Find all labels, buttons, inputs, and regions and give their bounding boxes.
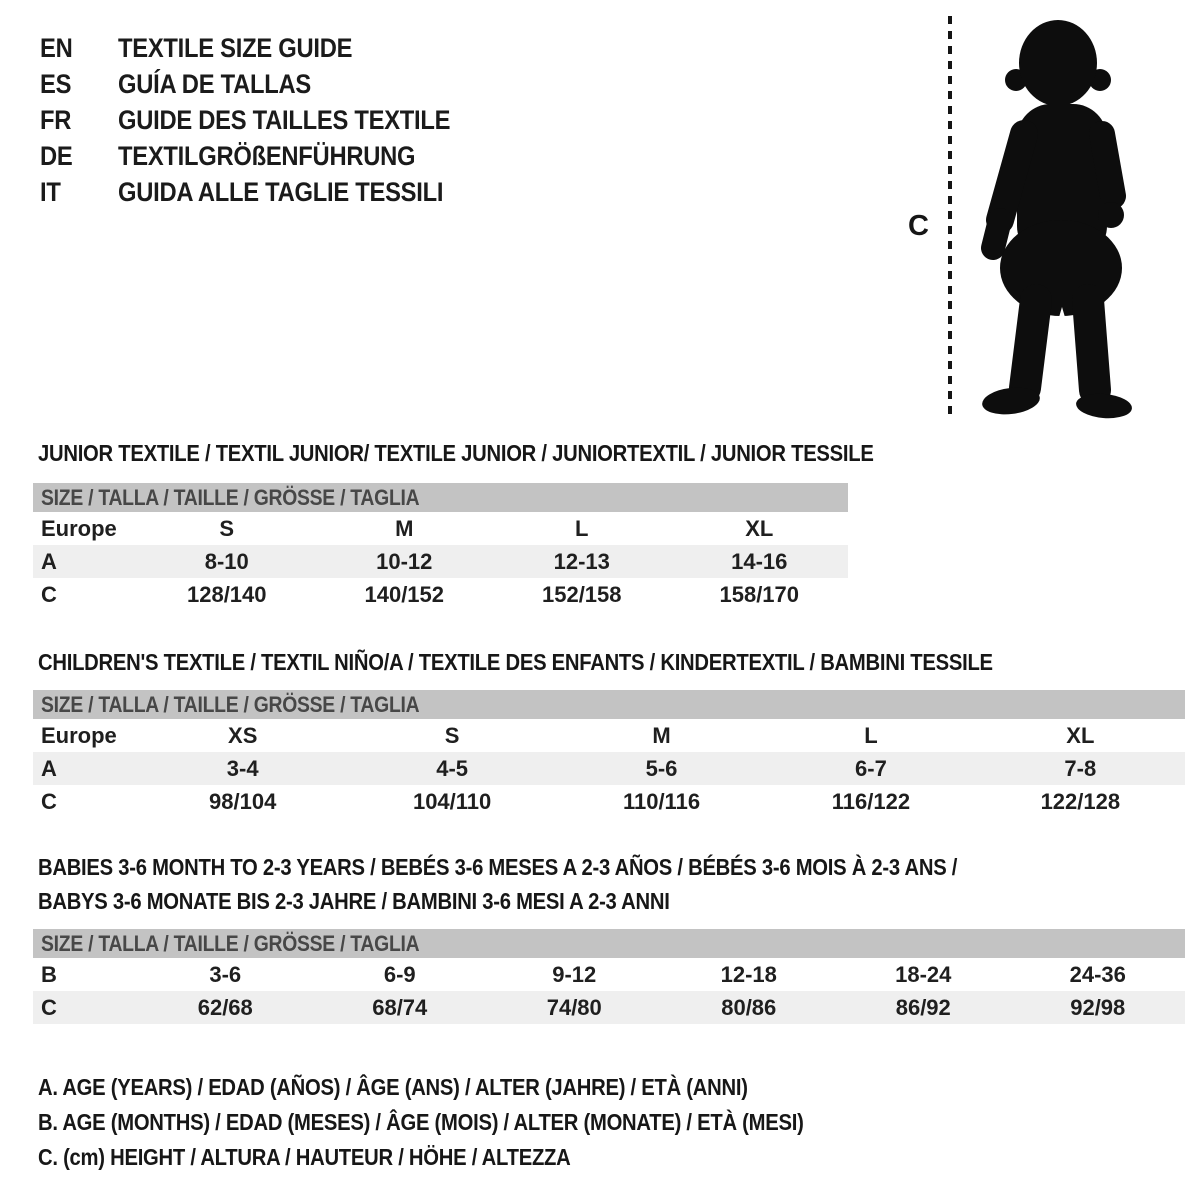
language-code (40, 69, 118, 100)
language-code-text: DE (40, 140, 73, 171)
size-cell: S (219, 515, 235, 541)
language-code (40, 177, 118, 208)
size-header-label: SIZE / TALLA / TAILLE / GRÖSSE / TAGLIA (41, 930, 420, 956)
language-code-text: ES (40, 68, 72, 99)
row-label: Europe (41, 722, 117, 748)
height-cell: 80/86 (721, 994, 777, 1020)
guide-title-text: GUÍA DE TALLAS (118, 68, 311, 99)
guide-title-text: TEXTILE SIZE GUIDE (118, 32, 353, 63)
legend-line-c (38, 1140, 908, 1175)
height-cell: 128/140 (186, 581, 267, 607)
height-cell: 98/104 (209, 788, 277, 814)
row-label: Europe (41, 515, 117, 541)
table-row-europe (33, 719, 1185, 752)
height-cell: 62/68 (197, 994, 253, 1020)
height-cell: 140/152 (364, 581, 445, 607)
height-cell: 152/158 (541, 581, 622, 607)
legend (38, 1070, 908, 1175)
size-cell: L (864, 722, 878, 748)
babies-section-title-line1: BABIES 3-6 MONTH TO 2-3 YEARS / BEBÉS 3-6 MESES A 2-3 AÑOS / BÉBÉS 3-6 MOIS À 2-3 ANS / (38, 854, 958, 880)
guide-title (118, 69, 337, 100)
months-cell: 24-36 (1069, 961, 1126, 987)
table-row-height (33, 578, 848, 611)
guide-title (118, 33, 384, 64)
age-cell: 8-10 (204, 548, 249, 574)
age-cell: 6-7 (855, 755, 887, 781)
months-cell: 9-12 (552, 961, 597, 987)
months-cell: 3-6 (209, 961, 242, 987)
language-title-list (40, 30, 496, 210)
legend-line-b (38, 1105, 908, 1140)
size-header-bar (33, 690, 1185, 719)
guide-title (118, 177, 488, 208)
babies-section-title (38, 850, 1083, 918)
table-row-height (33, 991, 1185, 1024)
age-cell: 14-16 (731, 548, 788, 574)
guide-title (118, 141, 456, 172)
height-cell: 92/98 (1070, 994, 1126, 1020)
size-header-bar (33, 929, 1185, 958)
language-code (40, 105, 118, 136)
language-row-en (40, 30, 496, 66)
table-row-age (33, 752, 1185, 785)
height-cell: 116/122 (831, 788, 911, 814)
months-cell: 12-18 (720, 961, 777, 987)
height-cell: 104/110 (412, 788, 492, 814)
toddler-silhouette-icon (962, 10, 1147, 420)
row-label: C (41, 788, 57, 814)
age-cell: 10-12 (376, 548, 433, 574)
table-row-age (33, 545, 848, 578)
babies-size-table (33, 929, 1185, 1024)
language-code-text: EN (40, 32, 73, 63)
height-cell: 158/170 (719, 581, 800, 607)
size-cell: XS (228, 722, 258, 748)
age-cell: 5-6 (645, 755, 678, 781)
table-row-months (33, 958, 1185, 991)
legend-line-a (38, 1070, 908, 1105)
size-header-label: SIZE / TALLA / TAILLE / GRÖSSE / TAGLIA (41, 691, 420, 717)
row-label: C (41, 581, 57, 607)
junior-size-table (33, 483, 848, 611)
legend-line-a-text: A. AGE (YEARS) / EDAD (AÑOS) / ÂGE (ANS) / ALTER (JAHRE) / ETÀ (ANNI) (38, 1074, 748, 1100)
babies-section-title-line2: BABYS 3-6 MONATE BIS 2-3 JAHRE / BAMBINI 3-6 MESI A 2-3 ANNI (38, 888, 670, 914)
row-label: A (41, 548, 57, 574)
language-row-es (40, 66, 496, 102)
height-cell: 110/116 (622, 788, 701, 814)
age-cell: 7-8 (1064, 755, 1097, 781)
age-cell: 3-4 (226, 755, 259, 781)
row-label: B (41, 961, 57, 987)
months-cell: 18-24 (895, 961, 952, 987)
height-measure-label: C (908, 210, 929, 242)
children-section-title (38, 645, 1123, 679)
height-measure-dashed-line (948, 16, 952, 420)
language-row-it (40, 174, 496, 210)
height-cell: 122/128 (1040, 788, 1121, 814)
junior-section-title-text: JUNIOR TEXTILE / TEXTIL JUNIOR/ TEXTILE JUNIOR / JUNIORTEXTIL / JUNIOR TESSILE (38, 440, 874, 466)
size-header-bar (33, 483, 848, 512)
size-cell: XL (1066, 722, 1095, 748)
language-row-fr (40, 102, 496, 138)
row-label: A (41, 755, 57, 781)
guide-title-text: GUIDA ALLE TAGLIE TESSILI (118, 176, 444, 207)
language-code (40, 141, 118, 172)
size-cell: M (395, 515, 414, 541)
size-cell: S (444, 722, 460, 748)
table-row-europe (33, 512, 848, 545)
children-size-table (33, 690, 1185, 818)
language-code-text: IT (40, 176, 61, 207)
legend-line-c-text: C. (cm) HEIGHT / ALTURA / HAUTEUR / HÖHE / ALTEZZA (38, 1144, 571, 1170)
size-cell: XL (745, 515, 774, 541)
size-cell: M (652, 722, 671, 748)
height-cell: 68/74 (372, 994, 428, 1020)
height-cell: 74/80 (546, 994, 602, 1020)
guide-title-text: GUIDE DES TAILLES TEXTILE (118, 104, 451, 135)
size-cell: L (575, 515, 589, 541)
language-code (40, 33, 118, 64)
language-row-de (40, 138, 496, 174)
age-cell: 4-5 (436, 755, 468, 781)
height-cell: 86/92 (895, 994, 951, 1020)
months-cell: 6-9 (383, 961, 416, 987)
guide-title (118, 105, 496, 136)
age-cell: 12-13 (553, 548, 610, 574)
table-row-height (33, 785, 1185, 818)
children-section-title-text: CHILDREN'S TEXTILE / TEXTIL NIÑO/A / TEXTILE DES ENFANTS / KINDERTEXTIL / BAMBINI TESSILE (38, 649, 993, 675)
size-header-label: SIZE / TALLA / TAILLE / GRÖSSE / TAGLIA (41, 484, 420, 510)
junior-section-title (38, 436, 988, 470)
row-label: C (41, 994, 57, 1020)
legend-line-b-text: B. AGE (MONTHS) / EDAD (MESES) / ÂGE (MOIS) / ALTER (MONATE) / ETÀ (MESI) (38, 1109, 804, 1135)
language-code-text: FR (40, 104, 72, 135)
guide-title-text: TEXTILGRÖßENFÜHRUNG (118, 140, 416, 171)
